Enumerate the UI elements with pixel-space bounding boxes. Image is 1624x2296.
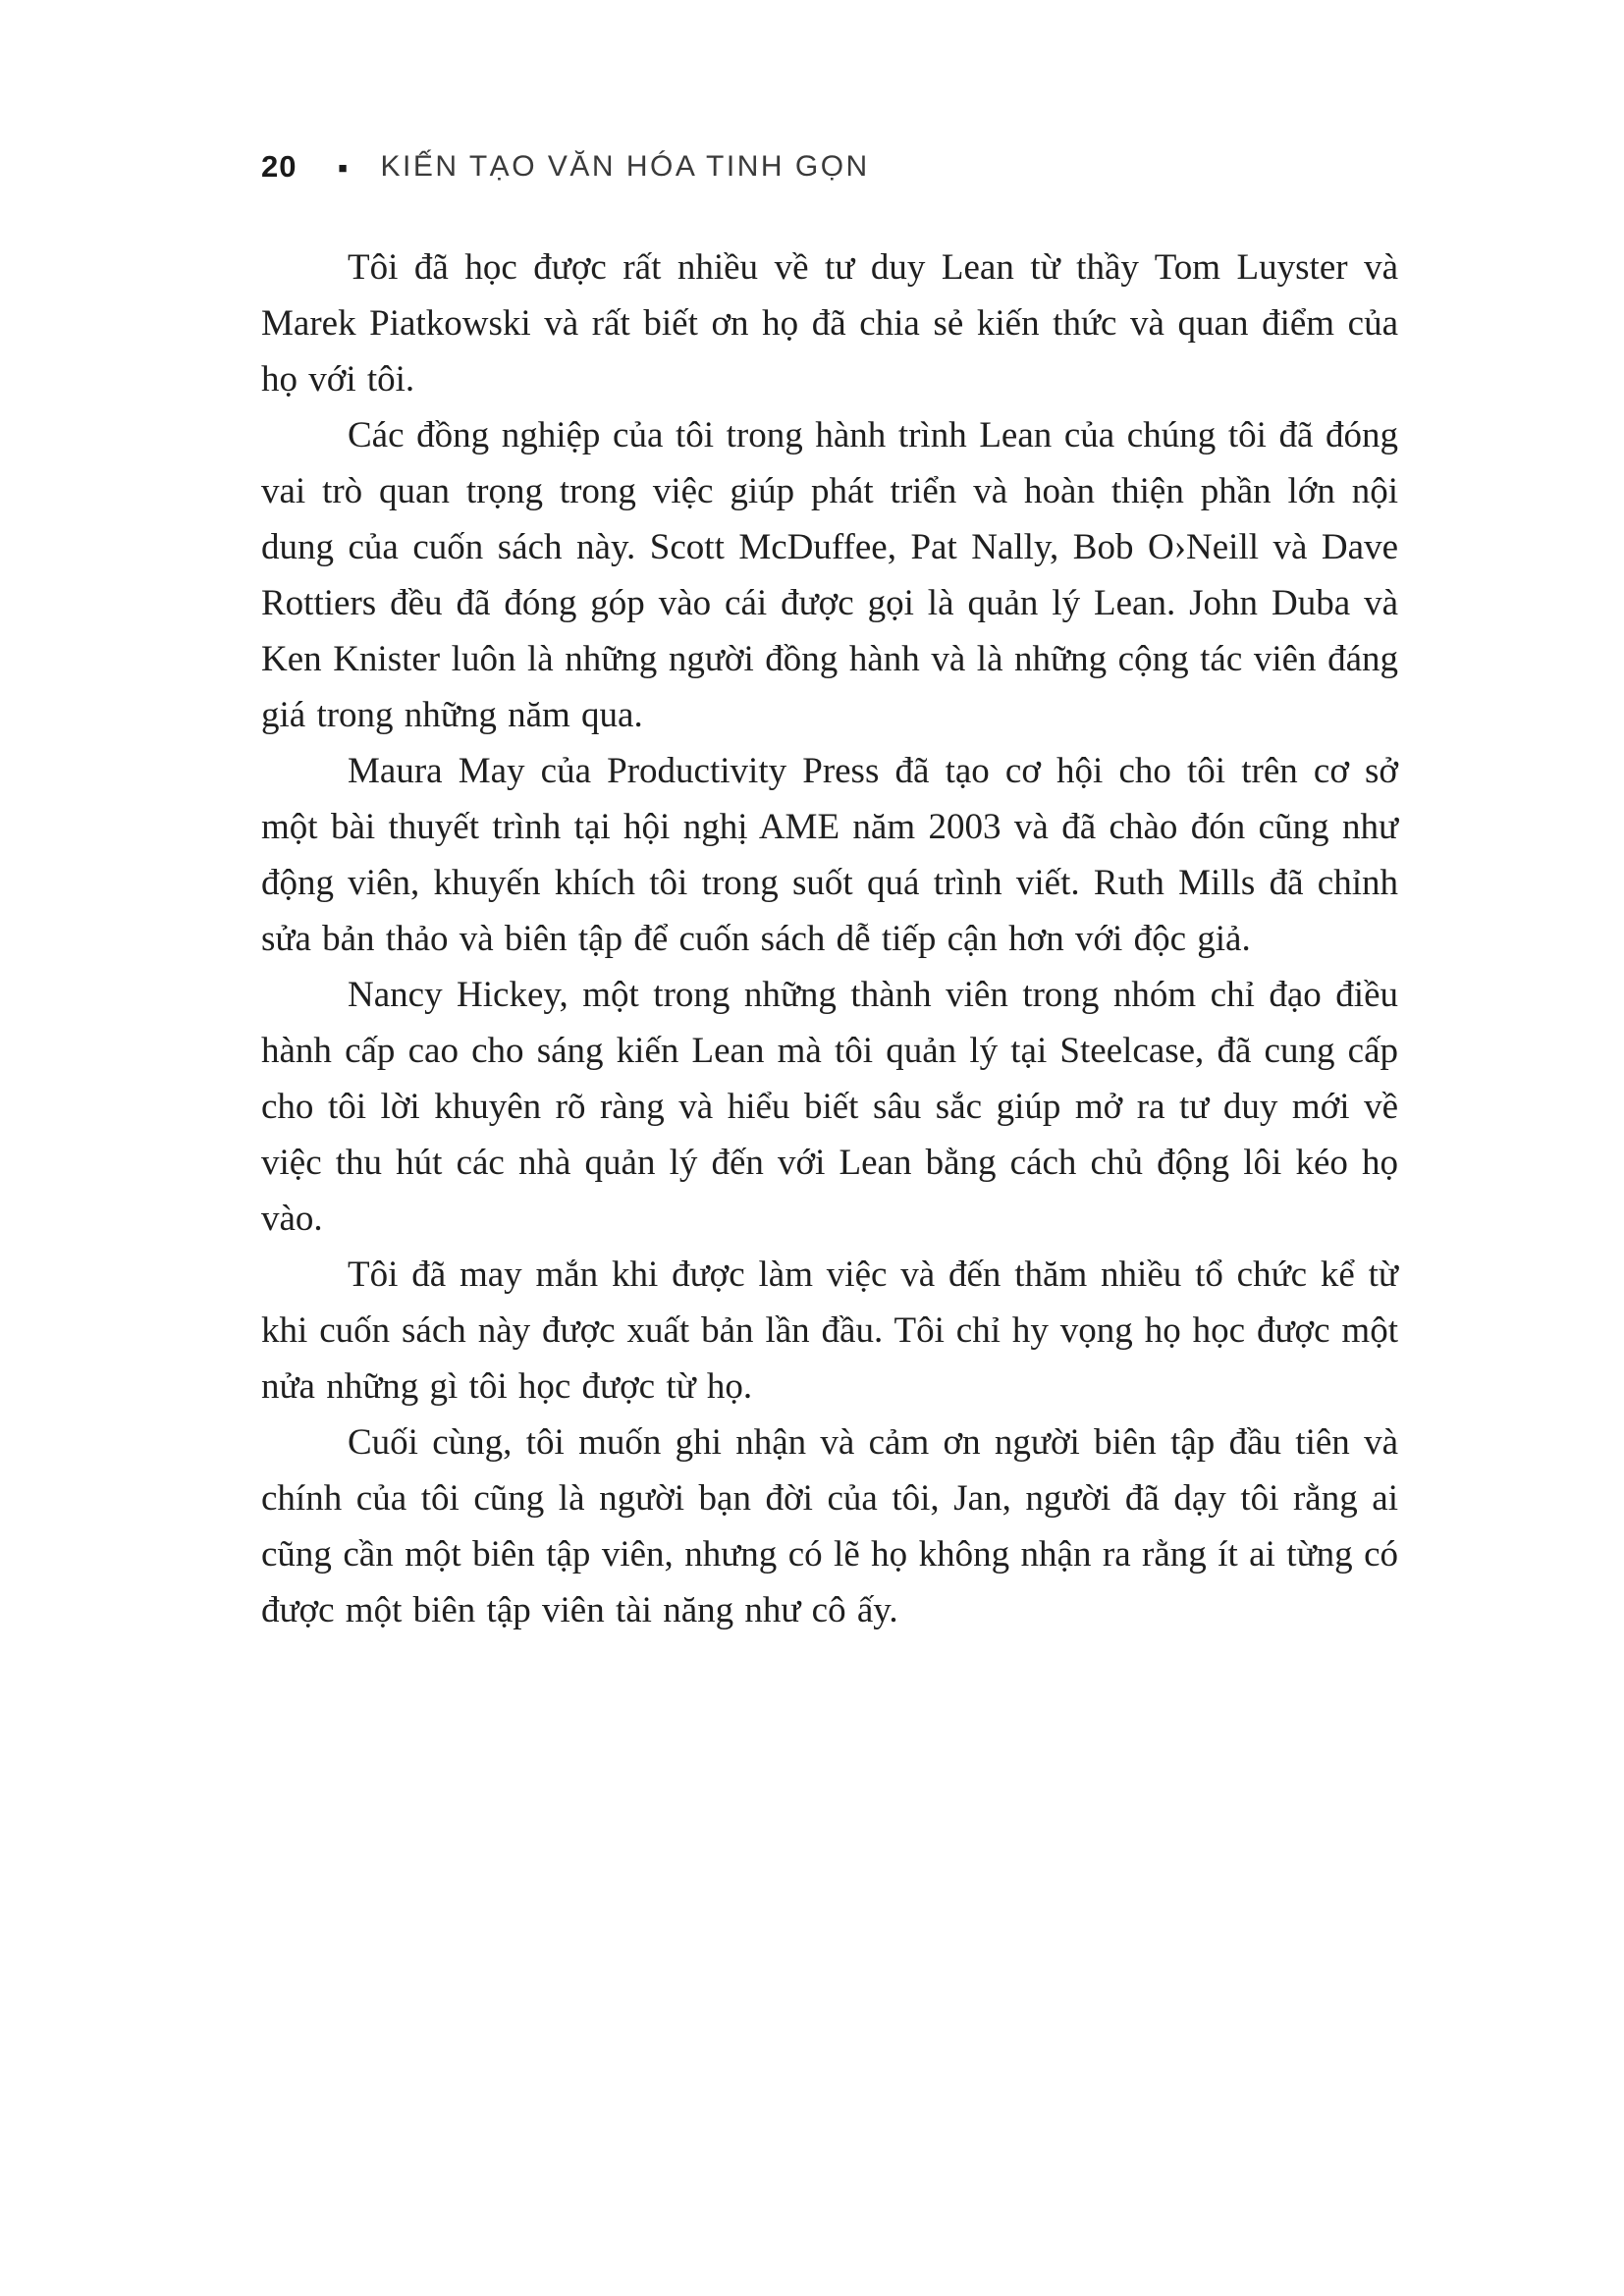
paragraph: Tôi đã may mắn khi được làm việc và đến thăm nhiều tổ chức kể từ khi cuốn sách này được xuất bản lần đầu. Tôi chỉ hy vọng họ học được một nửa những gì tôi học được từ họ. [261,1255,1398,1407]
paragraph: Maura May của Productivity Press đã tạo cơ hội cho tôi trên cơ sở một bài thuyết trình tại hội nghị AME năm 2003 và đã chào đón cũng như động viên, khuyến khích tôi trong suốt quá trình viết. Ruth Mills đã chỉnh sửa bản thảo và biên tập để cuốn sách dễ tiếp cận hơn với độc giả. [261,751,1398,959]
paragraph: Tôi đã học được rất nhiều về tư duy Lean từ thầy Tom Luyster và Marek Piatkowski và rất biết ơn họ đã chia sẻ kiến thức và quan điểm của họ với tôi. [261,247,1398,400]
body-text [261,240,1398,1638]
paragraph: Cuối cùng, tôi muốn ghi nhận và cảm ơn người biên tập đầu tiên và chính của tôi cũng là người bạn đời của tôi, Jan, người đã dạy tôi rằng ai cũng cần một biên tập viên, nhưng có lẽ họ không nhận ra rằng ít ai từng có được một biên tập viên tài năng như cô ấy. [261,1422,1398,1630]
paragraph: Các đồng nghiệp của tôi trong hành trình Lean của chúng tôi đã đóng vai trò quan trọng trong việc giúp phát triển và hoàn thiện phần lớn nội dung của cuốn sách này. Scott McDuffee, Pat Nally, Bob O›Neill và Dave Rottiers đều đã đóng góp vào cái được gọi là quản lý Lean. John Duba và Ken Knister luôn là những người đồng hành và là những cộng tác viên đáng giá trong những năm qua. [261,415,1398,735]
page-header [261,149,870,185]
page-number: 20 [261,149,298,184]
square-bullet-icon: ■ [338,159,348,177]
header-title: KIẾN TẠO VĂN HÓA TINH GỌN [380,150,870,183]
paragraph: Nancy Hickey, một trong những thành viên trong nhóm chỉ đạo điều hành cấp cao cho sáng kiến Lean mà tôi quản lý tại Steelcase, đã cung cấp cho tôi lời khuyên rõ ràng và hiểu biết sâu sắc giúp mở ra tư duy mới về việc thu hút các nhà quản lý đến với Lean bằng cách chủ động lôi kéo họ vào. [261,975,1398,1239]
